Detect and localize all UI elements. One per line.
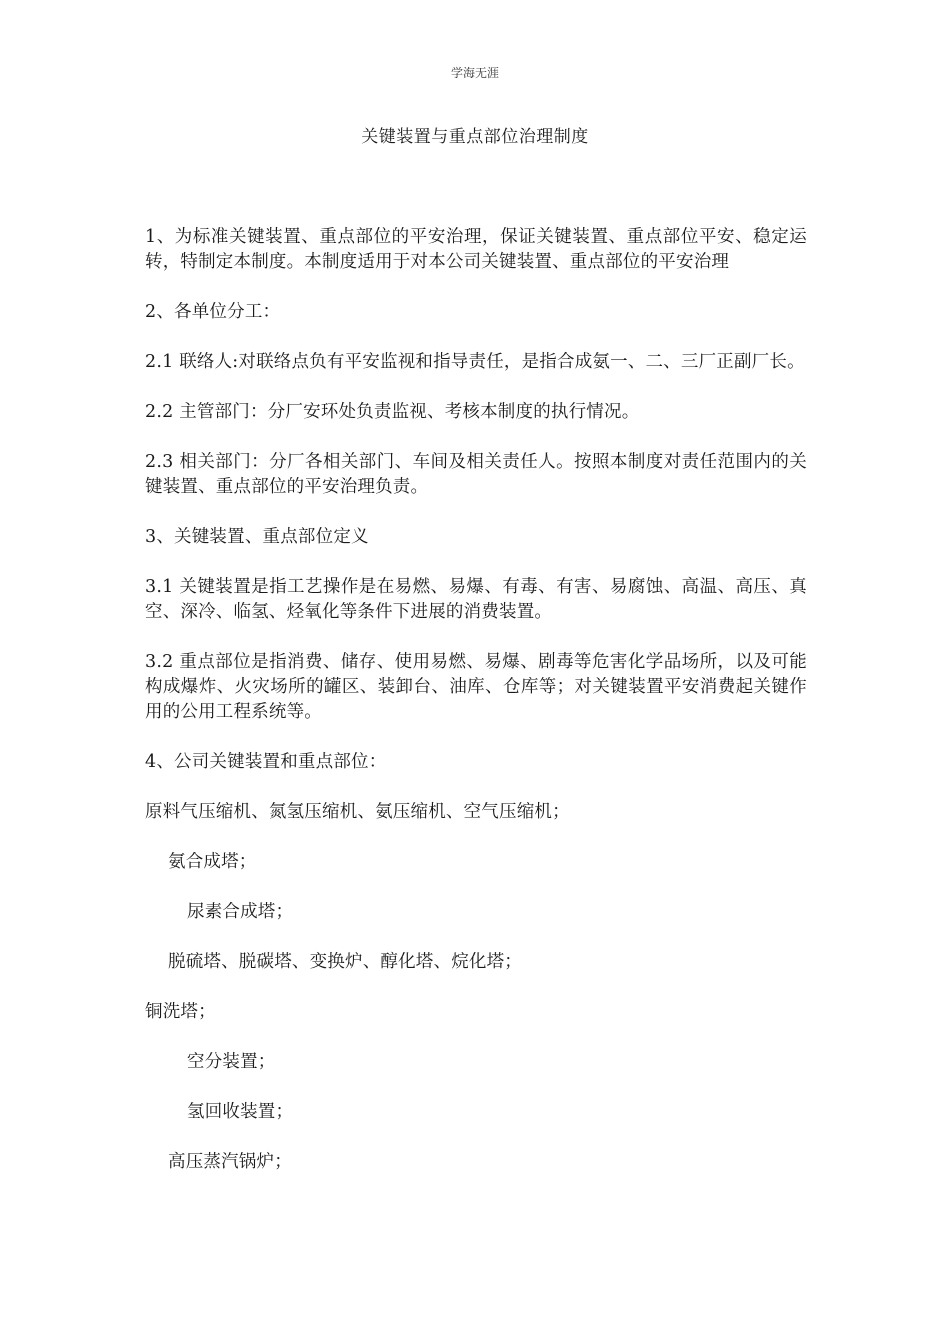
list-item: 空分装置； — [187, 1052, 276, 1072]
list-item: 铜洗塔； — [145, 1002, 216, 1022]
paragraph-4: 4、公司关键装置和重点部位： — [145, 752, 387, 772]
paragraph-2-1: 2.1 联络人:对联络点负有平安监视和指导责任，是指合成氨一、二、三厂正副厂长。 — [145, 352, 805, 372]
paragraph-3: 3、关键装置、重点部位定义 — [145, 527, 369, 547]
paragraph-1: 1、为标准关键装置、重点部位的平安治理，保证关键装置、重点部位平安、稳定运转，特制定本制度。本制度适用于对本公司关键装置、重点部位的平安治理 — [145, 227, 807, 272]
paragraph-3-2: 3.2 重点部位是指消费、储存、使用易燃、易爆、剧毒等危害化学品场所，以及可能构成爆炸、火灾场所的罐区、装卸台、油库、仓库等；对关键装置平安消费起关键作用的公用工程系统等。 — [145, 652, 807, 722]
paragraph-2-2: 2.2 主管部门：分厂安环处负责监视、考核本制度的执行情况。 — [145, 402, 640, 422]
list-item: 脱硫塔、脱碳塔、变换炉、醇化塔、烷化塔； — [168, 952, 522, 972]
page-header: 学海无涯 — [450, 66, 499, 80]
list-item: 氢回收装置； — [187, 1102, 294, 1122]
list-item: 氨合成塔； — [168, 852, 257, 872]
list-item: 尿素合成塔； — [187, 902, 294, 922]
paragraph-2: 2、各单位分工： — [145, 302, 281, 322]
document-body — [145, 225, 807, 1200]
document-title: 关键装置与重点部位治理制度 — [361, 127, 589, 147]
paragraph-2-3: 2.3 相关部门：分厂各相关部门、车间及相关责任人。按照本制度对责任范围内的关键装置、重点部位的平安治理负责。 — [145, 452, 807, 497]
paragraph-3-1: 3.1 关键装置是指工艺操作是在易燃、易爆、有毒、有害、易腐蚀、高温、高压、真空、深冷、临氢、烃氧化等条件下进展的消费装置。 — [145, 577, 807, 622]
list-item: 原料气压缩机、氮氢压缩机、氨压缩机、空气压缩机； — [145, 802, 570, 822]
list-item: 高压蒸汽锅炉； — [168, 1152, 292, 1172]
